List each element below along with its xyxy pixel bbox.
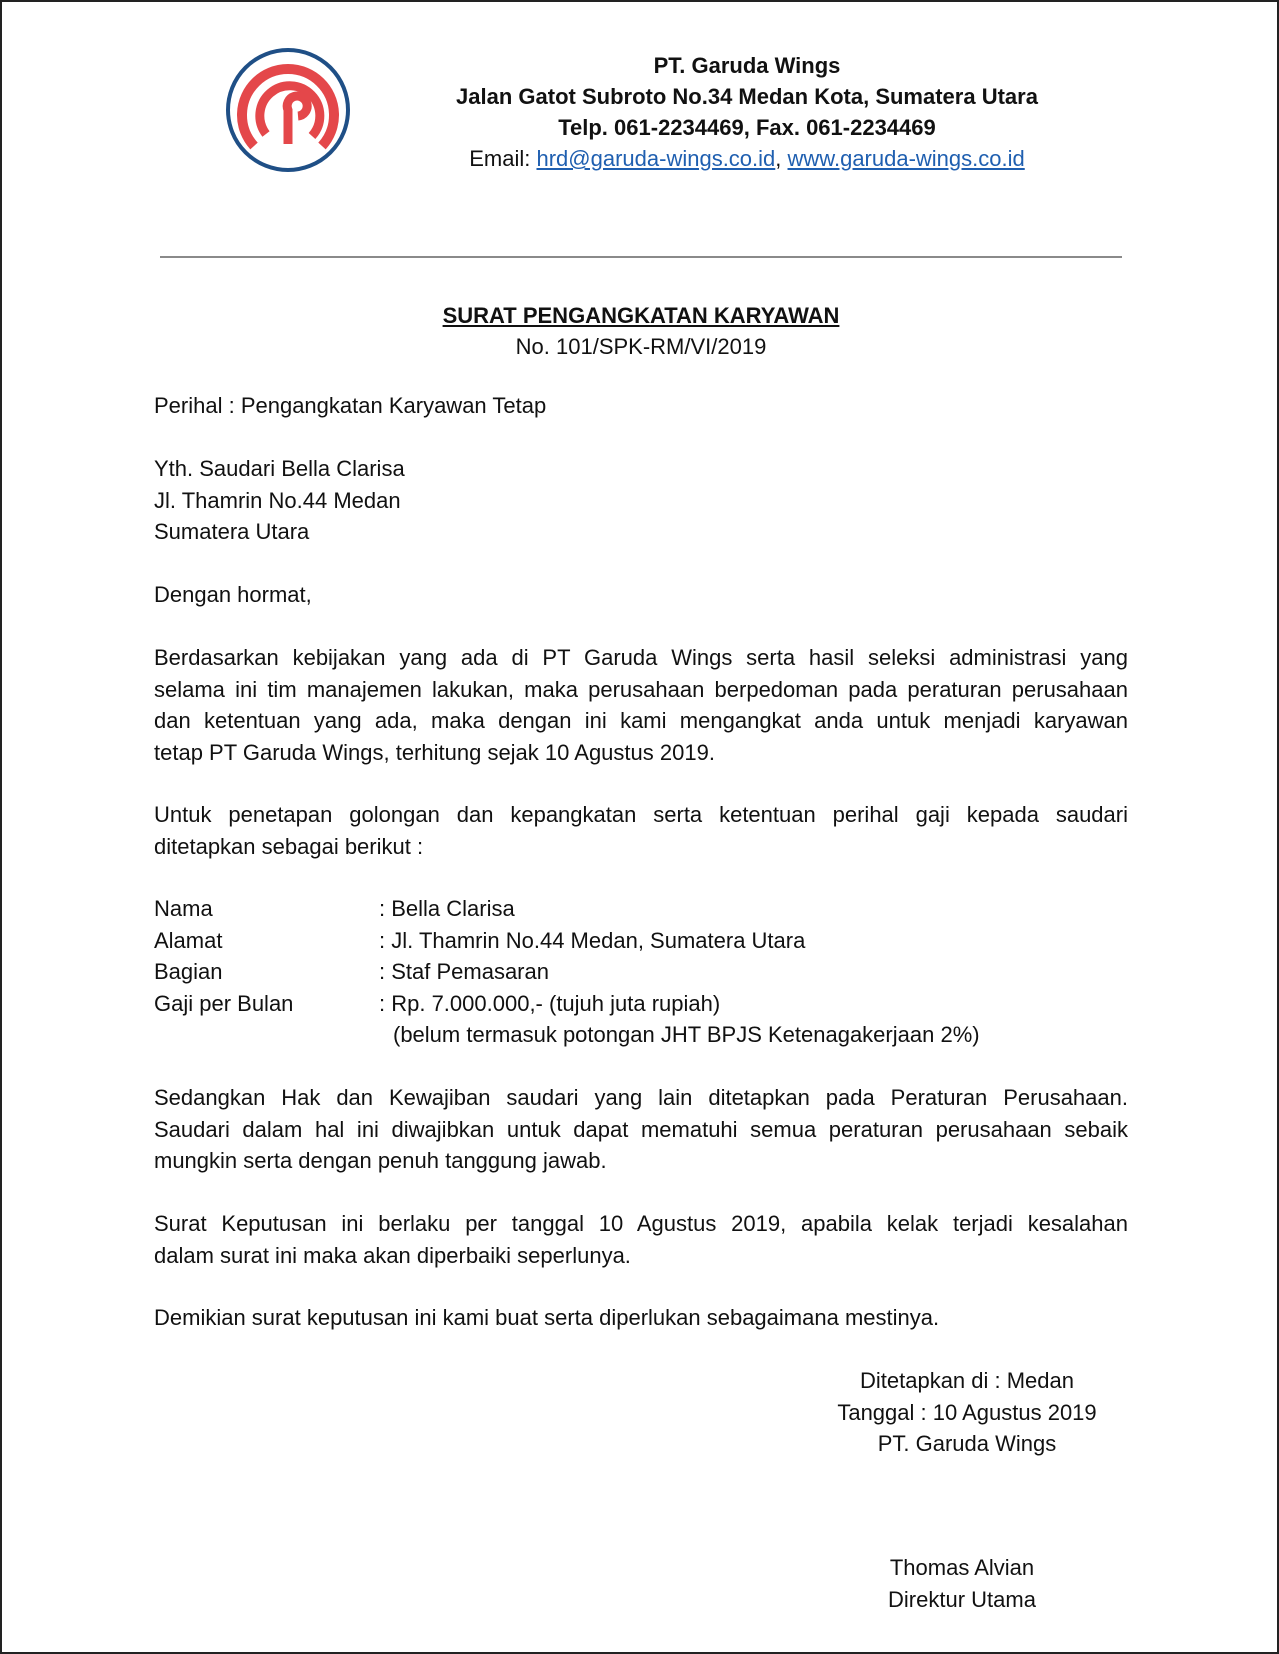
email-link[interactable]: hrd@garuda-wings.co.id [536, 146, 776, 171]
employee-details [154, 893, 1128, 1051]
field-value: : Jl. Thamrin No.44 Medan, Sumatera Utara [379, 927, 806, 953]
company-logo-icon [224, 46, 352, 174]
issuance-block [812, 1365, 1122, 1460]
letter-number: No. 101/SPK-RM/VI/2019 [515, 334, 767, 359]
field-label: Nama [154, 896, 213, 921]
paragraph-line: Surat Keputusan ini berlaku per tanggal 10 Agustus 2019, apabila kelak terjadi kesalahan [154, 1211, 1128, 1236]
field-label: Alamat [154, 927, 223, 953]
field-label: Bagian [154, 959, 223, 984]
paragraph-line: dan ketentuan yang ada, maka dengan ini kami mengangkat anda untuk menjadi karyawan [154, 708, 1128, 733]
contact-separator: , [775, 146, 788, 171]
field-value: : Bella Clarisa [379, 896, 515, 921]
field-label: Gaji per Bulan [154, 990, 294, 1016]
subject-line: Perihal : Pengangkatan Karyawan Tetap [154, 393, 547, 418]
company-phone-fax: Telp. 061-2234469, Fax. 061-2234469 [558, 115, 936, 140]
paragraph-line: tetap PT Garuda Wings, terhitung sejak 10 Agustus 2019. [154, 739, 715, 765]
letterhead [392, 50, 1102, 174]
paragraph-terms-intro [154, 799, 1128, 862]
paragraph-line: dalam surat ini maka akan diperbaiki seperlunya. [154, 1242, 631, 1268]
email-label: Email: [469, 146, 537, 171]
recipient-block [154, 453, 1128, 548]
greeting-text: Dengan hormat, [154, 582, 312, 607]
paragraph-line: Saudari dalam hal ini diwajibkan untuk dapat mematuhi semua peraturan perusahaan sebaik [154, 1116, 1128, 1142]
company-contact [392, 143, 1102, 174]
header-divider [160, 256, 1122, 258]
paragraph-rights [154, 1082, 1128, 1177]
letter-title-block [160, 300, 1122, 362]
paragraph-line: Untuk penetapan golongan dan kepangkatan serta ketentuan perihal gaji kepada saudari [154, 802, 1128, 827]
issued-date: Tanggal : 10 Agustus 2019 [837, 1399, 1097, 1425]
greeting [154, 579, 1128, 611]
letter-subject [154, 390, 1128, 422]
closing [154, 1302, 1128, 1334]
signer-name: Thomas Alvian [889, 1555, 1035, 1580]
website-link[interactable]: www.garuda-wings.co.id [787, 146, 1025, 171]
issuer-company: PT. Garuda Wings [877, 1431, 1057, 1456]
paragraph-line: Berdasarkan kebijakan yang ada di PT Garuda Wings serta hasil seleksi administrasi yang [154, 645, 1128, 670]
field-value: : Staf Pemasaran [379, 959, 549, 984]
salary-note [154, 1019, 1128, 1051]
field-row-alamat [154, 925, 1128, 957]
paragraph-validity [154, 1208, 1128, 1271]
recipient-street: Jl. Thamrin No.44 Medan [154, 487, 401, 513]
field-row-nama [154, 893, 1128, 925]
paragraph-appointment [154, 642, 1128, 768]
paragraph-line: Sedangkan Hak dan Kewajiban saudari yang lain ditetapkan pada Peraturan Perusahaan. [154, 1085, 1128, 1110]
field-row-gaji [154, 988, 1128, 1020]
closing-text: Demikian surat keputusan ini kami buat serta diperlukan sebagaimana mestinya. [154, 1305, 940, 1330]
field-row-bagian [154, 956, 1128, 988]
paragraph-line: selama ini tim manajemen lakukan, maka perusahaan berpedoman pada peraturan perusahaan [154, 676, 1128, 702]
letter-title: SURAT PENGANGKATAN KARYAWAN [442, 303, 840, 328]
issued-place: Ditetapkan di : Medan [859, 1368, 1075, 1393]
company-address: Jalan Gatot Subroto No.34 Medan Kota, Sumatera Utara [456, 84, 1038, 109]
paragraph-line: ditetapkan sebagai berikut : [154, 833, 424, 859]
paragraph-line: mungkin serta dengan penuh tanggung jawab. [154, 1148, 607, 1173]
recipient-name: Yth. Saudari Bella Clarisa [154, 456, 405, 481]
salary-note-text: (belum termasuk potongan JHT BPJS Ketenagakerjaan 2%) [393, 1022, 980, 1047]
field-value: : Rp. 7.000.000,- (tujuh juta rupiah) [379, 990, 721, 1016]
company-name: PT. Garuda Wings [653, 53, 841, 78]
signer-title: Direktur Utama [888, 1586, 1036, 1612]
recipient-region: Sumatera Utara [154, 519, 310, 544]
signatory-block [837, 1552, 1087, 1615]
